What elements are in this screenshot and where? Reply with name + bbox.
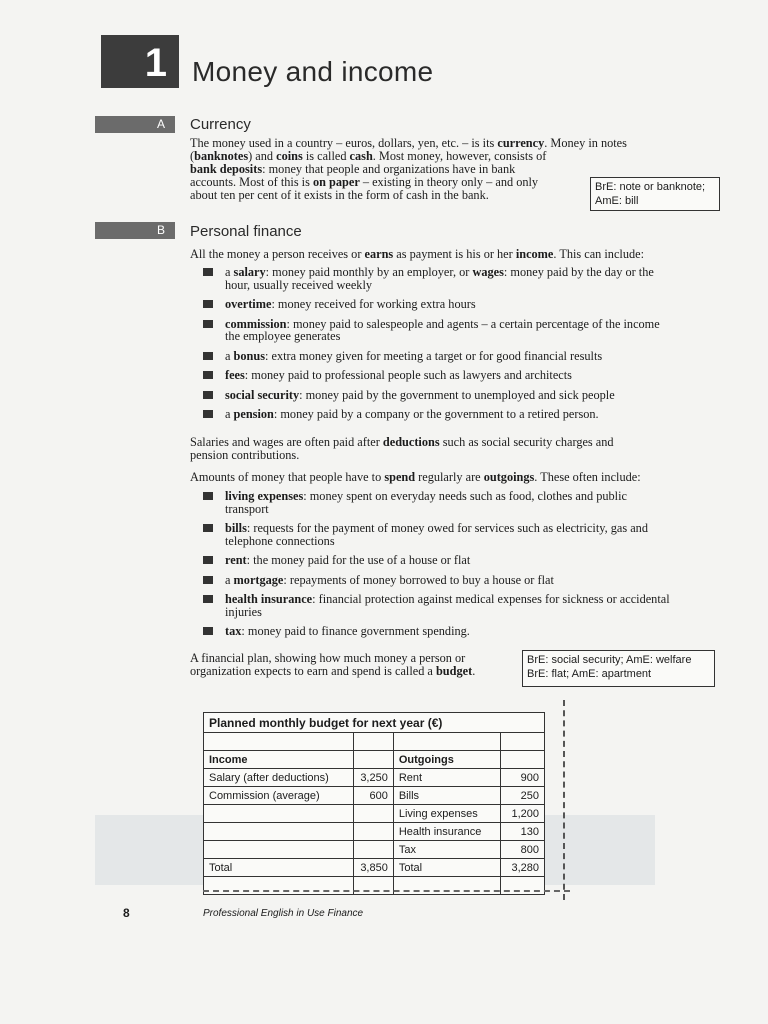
section-a-letter: A <box>156 117 165 131</box>
key-term: budget <box>435 664 473 678</box>
text-line: pension contributions. <box>190 448 300 462</box>
page-number: 8 <box>123 906 130 920</box>
text-line: overtime: money received for working extra hours <box>225 297 476 311</box>
key-term: fees <box>225 368 245 382</box>
note-line: BrE: social security; AmE: welfare <box>527 654 692 666</box>
list-item <box>200 298 660 311</box>
key-term: living expenses <box>225 489 304 503</box>
key-term: currency <box>497 136 545 150</box>
square-bullet-icon <box>203 268 213 276</box>
section-b-title: Personal finance <box>190 223 302 240</box>
outgoings-list <box>200 490 670 645</box>
outgoing-value-cell: 130 <box>501 823 545 841</box>
key-term: coins <box>276 149 303 163</box>
text-line: The money used in a country – euros, dollars, yen, etc. – is its currency. Money in notes <box>190 136 627 150</box>
square-bullet-icon <box>203 300 213 308</box>
list-item <box>200 574 670 587</box>
income-cell: Commission (average) <box>204 787 354 805</box>
table-row <box>204 769 545 787</box>
square-bullet-icon <box>203 320 213 328</box>
key-term: rent <box>225 553 247 567</box>
note-line: BrE: flat; AmE: apartment <box>527 668 652 680</box>
text-line: a salary: money paid monthly by an employer, or wages: money paid by the day or the <box>225 265 654 279</box>
text-line: bank deposits: money that people and organizations have in bank <box>190 162 516 176</box>
section-a-marker <box>95 116 175 133</box>
section-b-letter: B <box>156 223 165 237</box>
table-row <box>204 823 545 841</box>
income-intro: All the money a person receives or earns as payment is his or her income. This can include: <box>190 247 645 261</box>
square-bullet-icon <box>203 627 213 635</box>
income-header: Income <box>204 751 354 769</box>
key-term: salary <box>233 265 266 279</box>
note-line: AmE: bill <box>595 195 639 207</box>
income-total-label: Total <box>204 859 354 877</box>
budget-paragraph <box>190 652 475 678</box>
key-term: bank deposits <box>190 162 263 176</box>
list-item <box>200 522 670 547</box>
outgoing-cell: Bills <box>393 787 500 805</box>
square-bullet-icon <box>203 595 213 603</box>
text-line: transport <box>225 501 269 516</box>
text-line: living expenses: money spent on everyday needs such as food, clothes and public <box>225 489 627 503</box>
unit-title: Money and income <box>192 56 434 87</box>
income-value-cell: 3,250 <box>353 769 393 787</box>
key-term: income <box>515 247 554 261</box>
outgoing-cell: Rent <box>393 769 500 787</box>
outgoing-cell: Health insurance <box>393 823 500 841</box>
list-item <box>200 369 660 382</box>
text-line: bills: requests for the payment of money owed for services such as electricity, gas and <box>225 521 648 535</box>
list-item <box>200 490 670 515</box>
list-item <box>200 593 670 618</box>
square-bullet-icon <box>203 524 213 532</box>
key-term: spend <box>384 470 416 484</box>
text-line: the employee generates <box>225 329 341 343</box>
list-item <box>200 389 660 402</box>
square-bullet-icon <box>203 371 213 379</box>
list-item <box>200 318 660 343</box>
outgoings-total-value: 3,280 <box>501 859 545 877</box>
key-term: banknotes <box>194 149 249 163</box>
currency-paragraph <box>190 137 627 202</box>
key-term: bills <box>225 521 247 535</box>
outgoing-value-cell: 800 <box>501 841 545 859</box>
income-cell <box>204 805 354 823</box>
key-term: bonus <box>233 348 265 363</box>
square-bullet-icon <box>203 410 213 418</box>
book-title: Professional English in Use Finance <box>203 908 364 919</box>
section-a-title: Currency <box>190 116 251 133</box>
income-value-cell <box>353 805 393 823</box>
square-bullet-icon <box>203 352 213 360</box>
outgoing-value-cell: 250 <box>501 787 545 805</box>
key-term: mortgage <box>233 572 284 587</box>
income-cell <box>204 823 354 841</box>
currency-note-box <box>590 177 720 211</box>
text-line: health insurance: financial protection against medical expenses for sickness or accidental <box>225 592 670 606</box>
text-line: tax: money paid to finance government spending. <box>225 624 470 638</box>
section-b-marker <box>95 222 175 239</box>
table-row <box>204 805 545 823</box>
outgoing-cell: Living expenses <box>393 805 500 823</box>
income-value-cell <box>353 823 393 841</box>
text-line: organization expects to earn and spend is called a budget. <box>190 664 476 678</box>
outgoings-header: Outgoings <box>393 751 500 769</box>
key-term: outgoings <box>483 470 535 484</box>
table-row <box>204 787 545 805</box>
income-cell: Salary (after deductions) <box>204 769 354 787</box>
text-line: accounts. Most of this is on paper – existing in theory only – and only <box>190 175 539 189</box>
table-row <box>204 841 545 859</box>
budget-table <box>203 712 545 895</box>
text-line: injuries <box>225 604 262 619</box>
text-line: about ten per cent of it exists in the form of cash in the bank. <box>190 188 489 202</box>
text-line: fees: money paid to professional people such as lawyers and architects <box>225 368 572 382</box>
text-line: telephone connections <box>225 533 335 548</box>
text-line: hour, usually received weekly <box>225 277 373 292</box>
text-line: a bonus: extra money given for meeting a target or for good financial results <box>225 348 603 363</box>
unit-number: 1 <box>144 41 167 85</box>
income-cell <box>204 841 354 859</box>
text-line: a pension: money paid by a company or the government to a retired person. <box>225 407 599 421</box>
income-total-value: 3,850 <box>353 859 393 877</box>
income-list <box>200 266 660 428</box>
income-value-cell: 600 <box>353 787 393 805</box>
outgoing-value-cell: 900 <box>501 769 545 787</box>
list-item <box>200 554 670 567</box>
text-line: rent: the money paid for the use of a house or flat <box>225 553 471 567</box>
torn-edge-right <box>563 700 571 900</box>
square-bullet-icon <box>203 391 213 399</box>
budget-rows <box>204 769 545 859</box>
text-line: Salaries and wages are often paid after deductions such as social security charges and <box>190 435 614 449</box>
list-item <box>200 350 660 363</box>
budget-table-caption: Planned monthly budget for next year (€) <box>204 713 545 733</box>
outgoing-value-cell: 1,200 <box>501 805 545 823</box>
unit-number-box <box>101 35 179 88</box>
text-line: social security: money paid by the government to unemployed and sick people <box>225 387 615 402</box>
key-term: health insurance <box>225 592 313 606</box>
key-term: overtime <box>225 297 272 311</box>
note-line: BrE: note or banknote; <box>595 181 706 193</box>
vocabulary-note-box <box>522 650 715 687</box>
square-bullet-icon <box>203 492 213 500</box>
key-term: earns <box>364 247 394 261</box>
key-term: social security <box>225 387 300 402</box>
key-term: cash <box>349 149 373 163</box>
square-bullet-icon <box>203 556 213 564</box>
key-term: tax <box>225 624 242 638</box>
key-term: wages <box>472 265 504 279</box>
text-line: A financial plan, showing how much money a person or <box>190 651 466 665</box>
outgoings-total-label: Total <box>393 859 500 877</box>
list-item <box>200 408 660 421</box>
key-term: pension <box>233 407 274 421</box>
text-line: a mortgage: repayments of money borrowed to buy a house or flat <box>225 572 554 587</box>
outgoings-intro: Amounts of money that people have to spend regularly are outgoings. These often include: <box>190 470 641 484</box>
square-bullet-icon <box>203 576 213 584</box>
deductions-paragraph <box>190 436 614 462</box>
income-value-cell <box>353 841 393 859</box>
key-term: on paper <box>312 175 360 189</box>
list-item <box>200 625 670 638</box>
list-item <box>200 266 660 291</box>
torn-edge-bottom <box>203 890 570 898</box>
key-term: deductions <box>382 435 440 449</box>
text-line: commission: money paid to salespeople and agents – a certain percentage of the income <box>225 316 660 331</box>
outgoing-cell: Tax <box>393 841 500 859</box>
key-term: commission <box>225 316 287 331</box>
text-line: (banknotes) and coins is called cash. Most money, however, consists of <box>190 149 547 163</box>
